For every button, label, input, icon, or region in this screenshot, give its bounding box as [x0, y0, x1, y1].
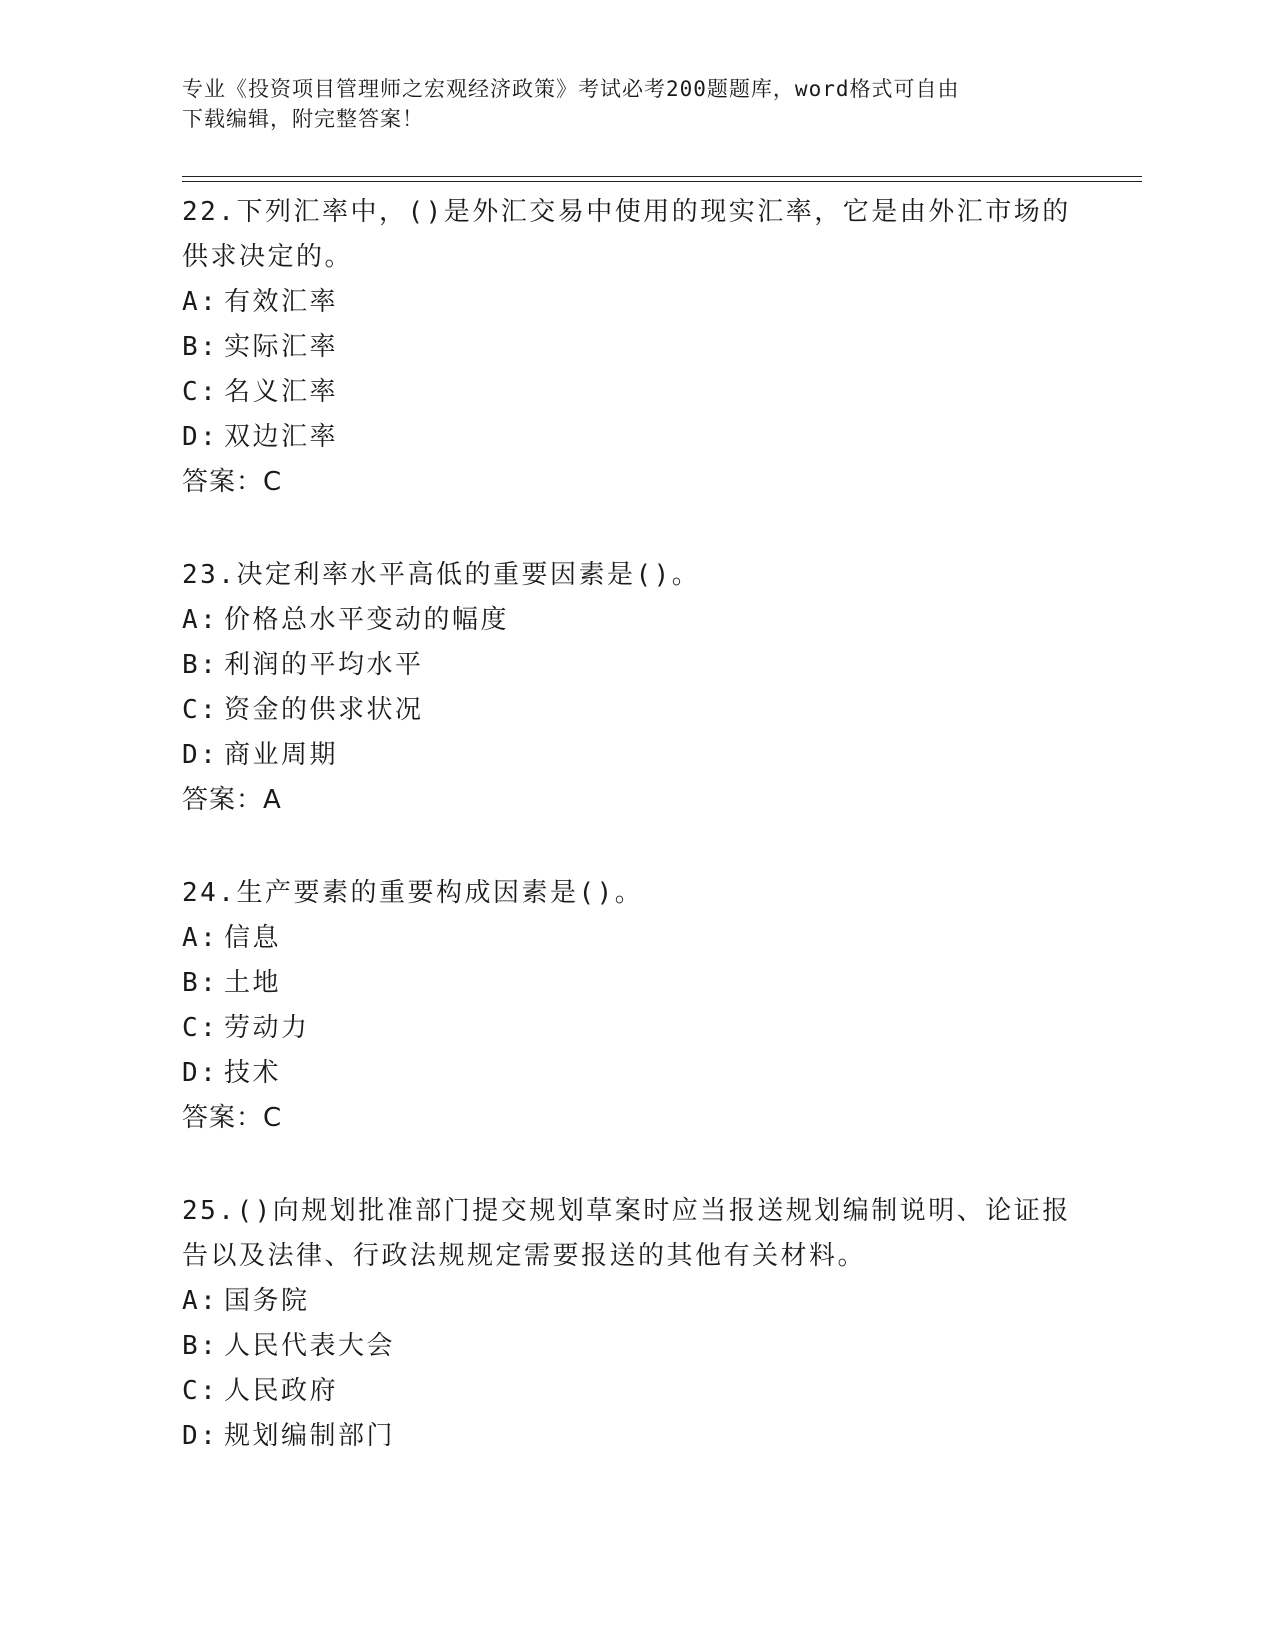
- option-c: [182, 688, 1082, 733]
- option-text: 有效汇率: [224, 287, 339, 317]
- option-text: 技术: [224, 1058, 282, 1088]
- option-label: C:: [182, 1376, 219, 1406]
- option-c: [182, 370, 1082, 415]
- option-b: [182, 643, 1082, 688]
- option-text: 双边汇率: [224, 422, 339, 452]
- question-25: [182, 1189, 1082, 1459]
- option-a: [182, 280, 1082, 325]
- header-line-1: 专业《投资项目管理师之宏观经济政策》考试必考200题题库，word格式可自由: [182, 77, 960, 101]
- option-label: B:: [182, 332, 219, 362]
- question-stem: 25.()向规划批准部门提交规划草案时应当报送规划编制说明、论证报告以及法律、行政法规规定需要报送的其他有关材料。: [182, 1196, 1071, 1271]
- option-d: [182, 415, 1082, 460]
- option-c: [182, 1369, 1082, 1414]
- option-text: 规划编制部门: [224, 1421, 396, 1451]
- option-label: C:: [182, 695, 219, 725]
- option-a: [182, 916, 1082, 961]
- option-label: A:: [182, 287, 219, 317]
- option-text: 利润的平均水平: [224, 650, 424, 680]
- answer-line: 答案：C: [182, 467, 283, 497]
- option-label: A:: [182, 605, 219, 635]
- header-divider-bottom: [182, 181, 1142, 182]
- option-text: 实际汇率: [224, 332, 339, 362]
- option-label: D:: [182, 1058, 219, 1088]
- option-label: A:: [182, 1286, 219, 1316]
- option-label: C:: [182, 377, 219, 407]
- option-label: D:: [182, 422, 219, 452]
- question-stem: 23.决定利率水平高低的重要因素是()。: [182, 560, 701, 590]
- question-23: [182, 553, 1082, 823]
- document-header: [182, 74, 1082, 134]
- option-text: 资金的供求状况: [224, 695, 424, 725]
- option-label: B:: [182, 1331, 219, 1361]
- question-24: [182, 871, 1082, 1141]
- answer-line: 答案：C: [182, 1103, 283, 1133]
- option-b: [182, 1324, 1082, 1369]
- option-text: 名义汇率: [224, 377, 339, 407]
- question-list: [182, 190, 1082, 1507]
- option-text: 劳动力: [224, 1013, 310, 1043]
- option-text: 价格总水平变动的幅度: [224, 605, 510, 635]
- option-label: D:: [182, 1421, 219, 1451]
- option-b: [182, 325, 1082, 370]
- option-label: C:: [182, 1013, 219, 1043]
- option-text: 人民政府: [224, 1376, 339, 1406]
- option-text: 信息: [224, 923, 282, 953]
- question-22: [182, 190, 1082, 505]
- header-line-2: 下载编辑，附完整答案！: [182, 107, 424, 131]
- option-text: 商业周期: [224, 740, 339, 770]
- option-text: 土地: [224, 968, 282, 998]
- answer-line: 答案：A: [182, 785, 282, 815]
- option-label: D:: [182, 740, 219, 770]
- option-d: [182, 1414, 1082, 1459]
- option-d: [182, 1051, 1082, 1096]
- header-divider-top: [182, 176, 1142, 177]
- option-d: [182, 733, 1082, 778]
- option-a: [182, 1279, 1082, 1324]
- option-a: [182, 598, 1082, 643]
- option-text: 人民代表大会: [224, 1331, 396, 1361]
- option-label: B:: [182, 650, 219, 680]
- option-label: A:: [182, 923, 219, 953]
- option-b: [182, 961, 1082, 1006]
- question-stem: 24.生产要素的重要构成因素是()。: [182, 878, 644, 908]
- option-text: 国务院: [224, 1286, 310, 1316]
- option-label: B:: [182, 968, 219, 998]
- question-stem: 22.下列汇率中，()是外汇交易中使用的现实汇率，它是由外汇市场的供求决定的。: [182, 197, 1071, 272]
- option-c: [182, 1006, 1082, 1051]
